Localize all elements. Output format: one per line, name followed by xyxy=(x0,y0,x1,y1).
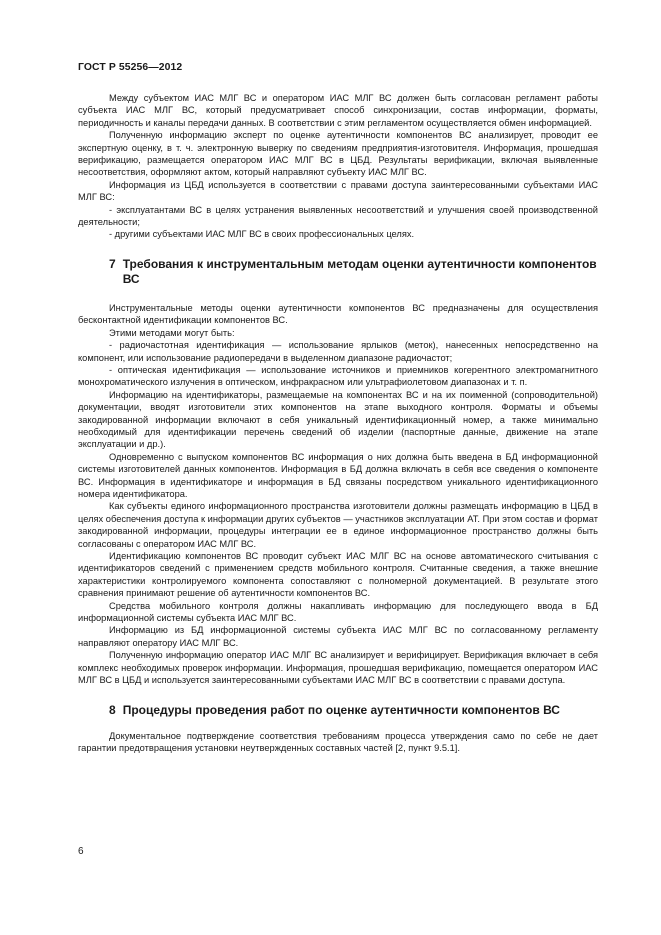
section-8-heading xyxy=(78,703,598,719)
section-title: Требования к инструментальным методам оценки аутентичности компонентов ВС xyxy=(122,256,597,287)
list-item: - эксплуатантами ВС в целях устранения выявленных несоответствий и улучшения своей производственной деятельности; xyxy=(78,204,598,228)
section-number: 7 xyxy=(109,256,116,271)
paragraph: Идентификацию компонентов ВС проводит субъект ИАС МЛГ ВС на основе автоматического считывания с идентификаторов сведений с применением средств мобильного контроля. Считанные сведения, а также внешние характеристики контролируемого компонента сопоставляют с полномерной документацией. В результате этого сравнения принимают решение об аутентичности компонентов ВС. xyxy=(78,551,598,599)
paragraph: Одновременно с выпуском компонентов ВС информация о них должна быть введена в БД информационной системы изготовителей данных компонентов. Информация в БД должна включать в себя все сведения о компоненте ВС. Информация в идентификаторе и информация в БД связаны посредством уникального идентификационного номера идентификатора. xyxy=(78,451,598,499)
paragraph: Полученную информацию оператор ИАС МЛГ ВС анализирует и верифицирует. Верификация включает в себя комплекс необходимых проверок информации. Информация, прошедшая верификацию, помещается оператором ИАС МЛГ ВС в ЦБД и используется заинтересованными субъектами ИАС МЛГ ВС в соответствии с правами доступа. xyxy=(78,650,598,686)
paragraph: Полученную информацию эксперт по оценке аутентичности компонентов ВС анализирует, проводит ее экспертную оценку, в т. ч. электронную выверку по сведениям предприятия-изготовителя. Информация, прошедшая верификацию, размещается оператором ИАС МЛГ ВС в ЦБД. Результаты верификации, включая выявленные несоответствия, оформляют актом, который направляют субъекту ИАС МЛГ ВС. xyxy=(78,130,598,178)
section-title: Процедуры проведения работ по оценке аутентичности компонентов ВС xyxy=(122,703,560,718)
paragraph: Информация из ЦБД используется в соответствии с правами доступа заинтересованными субъектами ИАС МЛГ ВС: xyxy=(78,179,598,203)
list-item: - радиочастотная идентификация — использование ярлыков (меток), нанесенных непосредственно на компонент, или использование радиопередачи в выделенном диапазоне радиочастот; xyxy=(78,340,598,363)
paragraph: Между субъектом ИАС МЛГ ВС и оператором ИАС МЛГ ВС должен быть согласован регламент работы субъекта ИАС МЛГ ВС, который предусматривает способ синхронизации, состав информации, форматы, периодичность и каналы передачи данных. В соответствии с этим регламентом осуществляется обмен информацией. xyxy=(78,93,598,128)
paragraph: Информацию из БД информационной системы субъекта ИАС МЛГ ВС по согласованному регламенту направляют оператору ИАС МЛГ ВС. xyxy=(78,625,598,648)
paragraph: Средства мобильного контроля должны накапливать информацию для последующего ввода в БД информационной системы субъекта ИАС МЛГ ВС. xyxy=(78,600,598,624)
page-number: 6 xyxy=(78,846,84,857)
document-header: ГОСТ Р 55256—2012 xyxy=(78,62,183,73)
paragraph: Этими методами могут быть: xyxy=(109,327,235,338)
paragraph: Инструментальные методы оценки аутентичности компонентов ВС предназначены для осуществления бесконтактной идентификации компонентов ВС. xyxy=(78,302,598,326)
paragraph: Информацию на идентификаторы, размещаемые на компонентах ВС и на их поименной (сопроводительной) документации, вводят изготовители этих компонентов на этапе выходного контроля. Форматы и объемы закодированной информации включают в себя уникальный идентификационный номер, а также минимально необходимый для идентификации перечень сведений об изделии (паспортные данные, движение на этапе эксплуатации и др.). xyxy=(78,389,598,450)
document-body xyxy=(78,92,598,755)
paragraph: Документальное подтверждение соответствия требованиям процесса утверждения само по себе не дает гарантии предотвращения установки неутвержденных составных частей [2, пункт 9.5.1]. xyxy=(78,730,598,754)
list-item: - оптическая идентификация — использование источников и приемников когерентного электромагнитного монохроматического излучения в оптическом, инфракрасном или ультрафиолетовом диапазонах и т. п. xyxy=(78,364,598,388)
list-item: - другими субъектами ИАС МЛГ ВС в своих профессиональных целях. xyxy=(109,229,415,240)
section-7-heading xyxy=(78,257,598,288)
section-number: 8 xyxy=(109,703,116,718)
paragraph: Как субъекты единого информационного пространства изготовители должны размещать информацию в ЦБД в целях обеспечения доступа к информации других субъектов — участников эксплуатации АТ. При этом состав и формат закодированной информации, процедуры интеграции ее в единое информационное пространство должны быть согласованы с оператором ИАС МЛГ ВС. xyxy=(78,501,598,549)
